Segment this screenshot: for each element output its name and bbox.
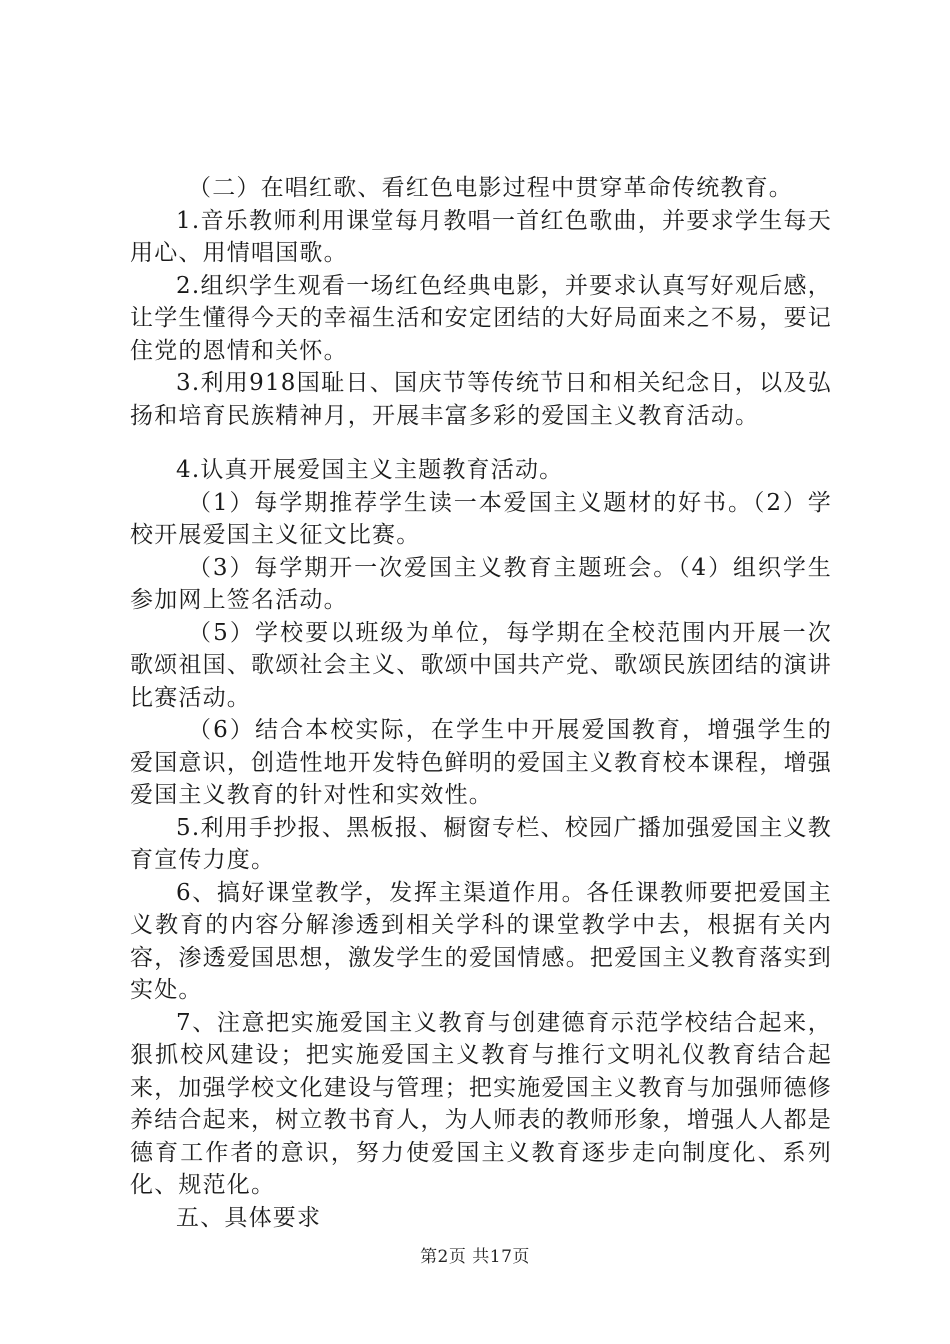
- paragraph: 4.认真开展爱国主义主题教育活动。: [176, 457, 564, 483]
- paragraph: 2.组织学生观看一场红色经典电影，并要求认真写好观后感，让学生懂得今天的幸福生活和安定团结的大好局面来之不易，要记住党的恩情和关怀。: [130, 272, 832, 364]
- list-item: （6）结合本校实际，在学生中开展爱国教育，增强学生的爱国意识，创造性地开发特色鲜明的爱国主义教育校本课程，增强爱国主义教育的针对性和实效性。: [130, 717, 832, 808]
- paragraph: 1.音乐教师利用课堂每月教唱一首红色歌曲，并要求学生每天用心、用情唱国歌。: [130, 207, 832, 266]
- paragraph: 6、搞好课堂教学，发挥主渠道作用。各任课教师要把爱国主义教育的内容分解渗透到相关学科的课堂教学中去，根据有关内容，渗透爱国思想，激发学生的爱国情感。把爱国主义教育落实到实处。: [130, 879, 832, 1003]
- section-heading: 五、具体要求: [176, 1204, 322, 1231]
- paragraph: 3.利用918国耻日、国庆节等传统节日和相关纪念日，以及弘扬和培育民族精神月，开展丰富多彩的爱国主义教育活动。: [130, 370, 832, 429]
- list-item: （3）每学期开一次爱国主义教育主题班会。（4）组织学生参加网上签名活动。: [130, 554, 832, 613]
- document-body: [130, 172, 832, 1234]
- list-item: （1）每学期推荐学生读一本爱国主义题材的好书。（2）学校开展爱国主义征文比赛。: [130, 489, 832, 548]
- paragraph: 5.利用手抄报、黑板报、橱窗专栏、校园广播加强爱国主义教育宣传力度。: [130, 814, 832, 873]
- list-item: （5）学校要以班级为单位，每学期在全校范围内开展一次歌颂祖国、歌颂社会主义、歌颂中国共产党、歌颂民族团结的演讲比赛活动。: [130, 619, 832, 711]
- page-number: 第2页 共17页: [420, 1247, 530, 1267]
- section-heading: （二）在唱红歌、看红色电影过程中贯穿革命传统教育。: [188, 175, 793, 201]
- paragraph: 7、注意把实施爱国主义教育与创建德育示范学校结合起来，狠抓校风建设；把实施爱国主义教育与推行文明礼仪教育结合起来，加强学校文化建设与管理；把实施爱国主义教育与加强师德修养结合起来，树立教书育人，为人师表的教师形象，增强人人都是德育工作者的意识，努力使爱国主义教育逐步走向制度化、系列化、规范化。: [130, 1009, 832, 1198]
